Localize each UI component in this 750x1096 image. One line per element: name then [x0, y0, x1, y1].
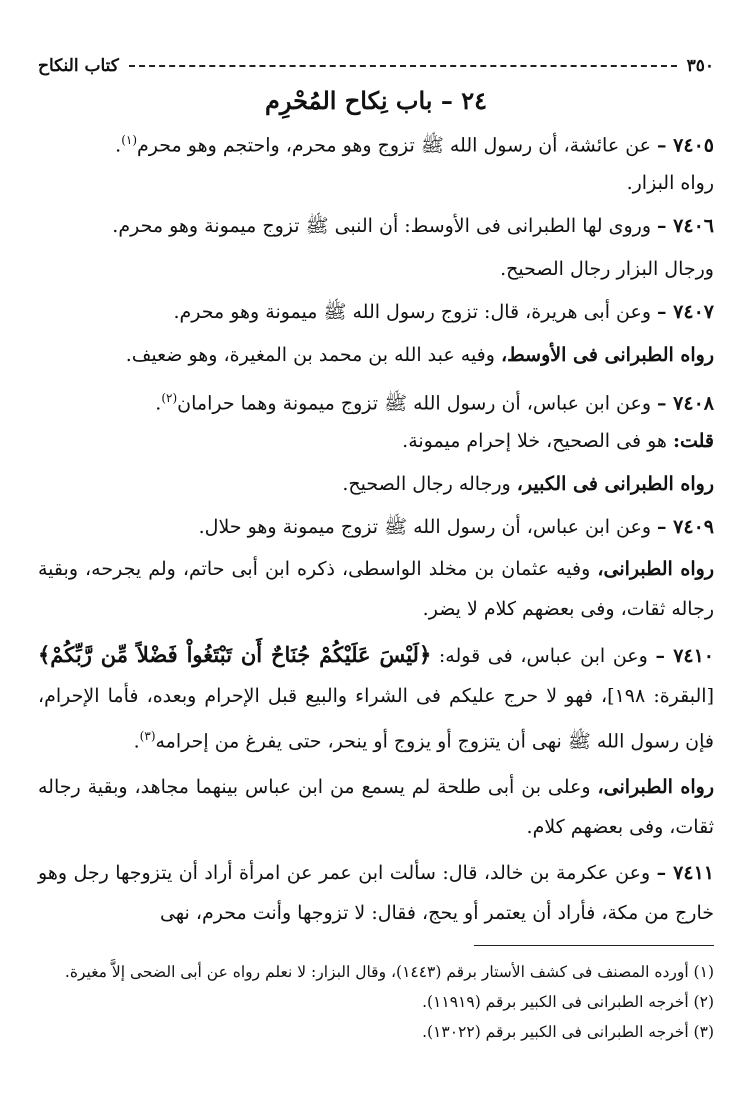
- footnote-ref: (٢): [161, 391, 178, 405]
- footnote-2: (٢) أخرجه الطبرانى فى الكبير برقم (١١٩١٩).: [422, 993, 714, 1011]
- source-note: رواه البزار.: [626, 172, 714, 194]
- hadith-7410: ٧٤١٠ – وعن ابن عباس، فى قوله: ﴿لَيْسَ عَلَيْكُمْ جُنَاحٌ أَن تَبْتَغُواْ فَضْلاً مِّن رَّبِّكُمْ﴾ [البقرة: ١٩٨]، فهو لا حرج عليكم فى الشراء والبيع قبل الإحرام وبعده، فأما الإحرام، فإن رسول الله ﷺ نهى أن يتزوج أو يزوج أو ينحر، حتى يفرغ من إحرامه$^{(٣)}$.: [38, 642, 715, 753]
- hadith-text: وروى لها الطبرانى فى الأوسط: أن النبى ﷺ تزوج ميمونة وهو محرم.: [112, 215, 651, 237]
- hadith-text: وعن ابن عباس، أن رسول الله ﷺ تزوج ميمونة وهما حرامان: [177, 392, 651, 415]
- hadith-7407: [38, 291, 714, 334]
- footnote-3: (٣) أخرجه الطبرانى فى الكبير برقم (١٣٠٢٢).: [422, 1023, 714, 1041]
- hadith-text: وعن ابن عباس، فى قوله:: [438, 645, 648, 667]
- hadith-text: وعن ابن عباس، أن رسول الله ﷺ تزوج ميمونة وهو حلال.: [198, 516, 651, 538]
- hadith-number: ٧٤٠٨ –: [657, 392, 714, 415]
- book-title: كتاب النكاح: [38, 56, 119, 76]
- hadith-7408: ٧٤٠٨ – وعن ابن عباس، أن رسول الله ﷺ تزوج ميمونة وهما حرامان$^{(٢)}$.: [155, 391, 714, 415]
- hadith-text: عن عائشة، أن رسول الله ﷺ تزوج وهو محرم، واحتجم وهو محرم: [137, 134, 651, 157]
- source-note: رواه الطبرانى، وعلى بن أبى طلحة لم يسمع من ابن عباس بينهما مجاهد، وبقية رجاله ثقات، وفى بعضهم كلام.: [38, 776, 715, 839]
- book-page: [38, 52, 714, 1082]
- hadith-7405: ٧٤٠٥ – عن عائشة، أن رسول الله ﷺ تزوج وهو محرم، واحتجم وهو محرم$^{(١)}$.: [115, 133, 714, 157]
- hadith-number: ٧٤٠٦ –: [657, 215, 714, 237]
- hadith-number: ٧٤١١ –: [656, 862, 714, 885]
- hadith-7406: [38, 205, 714, 248]
- running-header: [38, 52, 714, 80]
- hadith-7411: [38, 853, 714, 933]
- page-number: ٣٥٠: [686, 56, 714, 76]
- footnote-ref: (٣): [139, 729, 156, 743]
- footnote-1: (١) أورده المصنف فى كشف الأستار برقم (١٤٤٣)، وقال البزار: لا نعلم رواه عن أبى الضحى إلاَّ مغيرة.: [64, 963, 714, 981]
- hadith-text: وعن عكرمة بن خالد، قال: سألت ابن عمر عن امرأة أراد أن يتزوجها رجل وهو خارج من مكة، فأراد أن يعتمر أو يحج، فقال: لا تزوجها وأنت محرم، نهى: [38, 862, 714, 925]
- footnote-ref: (١): [121, 133, 138, 147]
- hadith-number: ٧٤٠٧ –: [657, 301, 714, 323]
- source-note: رواه الطبرانى فى الكبير، ورجاله رجال الصحيح.: [342, 473, 714, 495]
- hadith-number: ٧٤١٠ –: [655, 645, 715, 667]
- source-note: ورجال البزار رجال الصحيح.: [500, 258, 714, 280]
- source-note: رواه الطبرانى فى الأوسط، وفيه عبد الله بن محمد بن المغيرة، وهو ضعيف.: [125, 344, 714, 366]
- header-rule: [129, 65, 677, 67]
- hadith-text-continued: [البقرة: ١٩٨]، فهو لا حرج عليكم فى الشراء والبيع قبل الإحرام وبعده، فأما الإحرام، فإن رسول الله ﷺ نهى أن يتزوج أو يزوج أو ينحر، حتى يفرغ من إحرامه: [38, 685, 714, 753]
- quran-verse: ﴿لَيْسَ عَلَيْكُمْ جُنَاحٌ أَن تَبْتَغُواْ فَضْلاً مِّن رَّبِّكُمْ﴾: [38, 642, 432, 667]
- footnote-separator: [474, 945, 714, 946]
- footnotes: [38, 957, 714, 1047]
- chapter-title: ٢٤ – باب نِكاح المُحْرِم: [265, 86, 487, 115]
- hadith-number: ٧٤٠٩ –: [657, 516, 714, 538]
- hadith-number: ٧٤٠٥ –: [657, 134, 714, 157]
- hadith-7409: [38, 506, 714, 549]
- editor-note: قلت: هو فى الصحيح، خلا إحرام ميمونة.: [402, 430, 714, 452]
- hadith-text: وعن أبى هريرة، قال: تزوج رسول الله ﷺ ميمونة وهو محرم.: [173, 301, 651, 323]
- source-note: رواه الطبرانى، وفيه عثمان بن مخلد الواسطى، ذكره ابن أبى حاتم، ولم يجرحه، وبقية رجاله ثقات، وفى بعضهم كلام لا يضر.: [38, 558, 715, 620]
